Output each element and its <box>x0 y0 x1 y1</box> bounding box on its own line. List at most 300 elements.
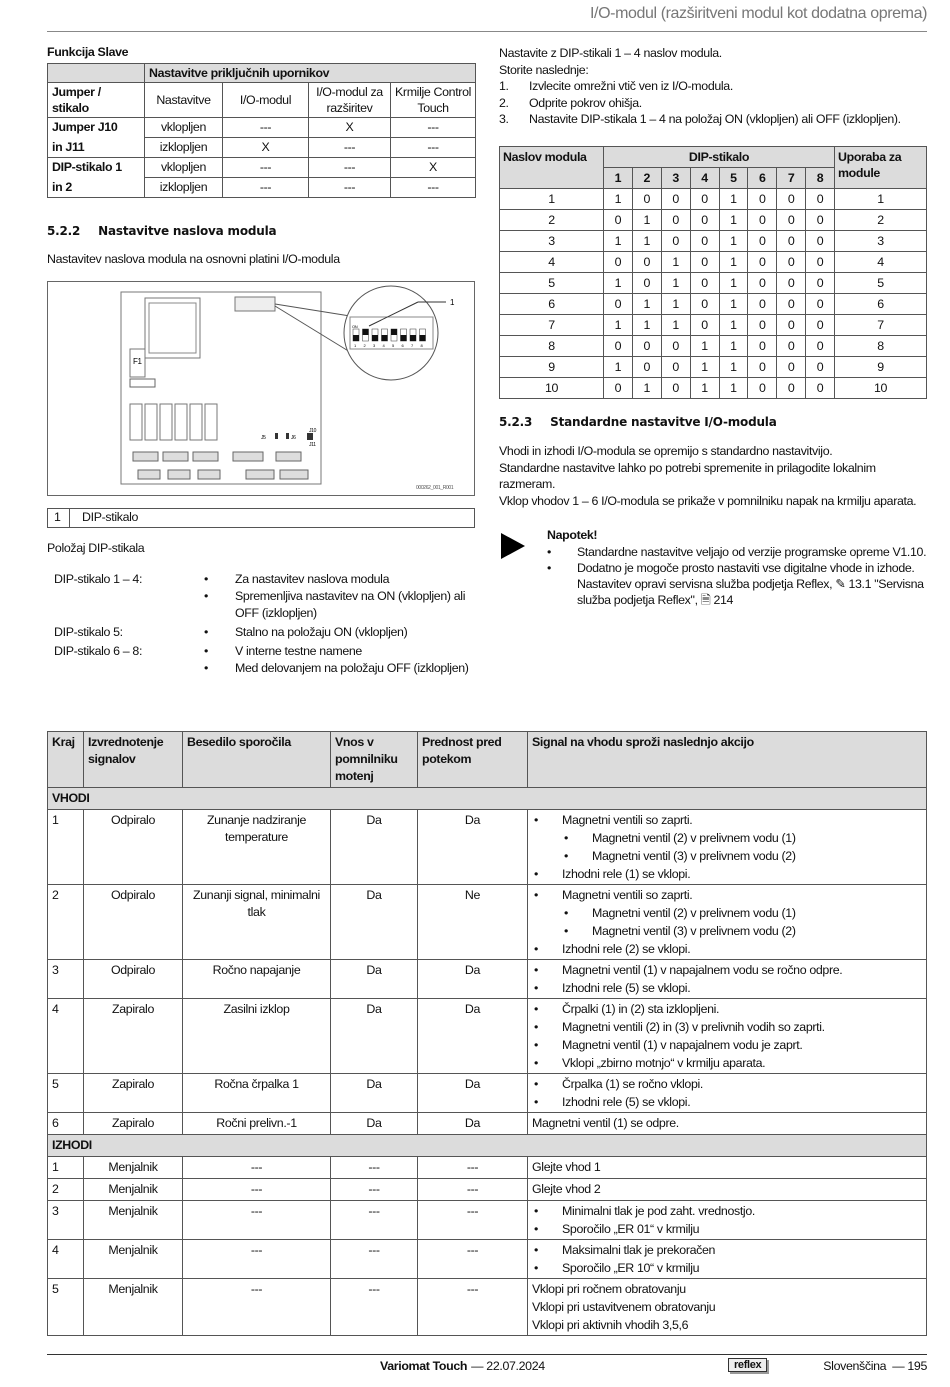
dip-bit-cell: 0 <box>632 252 661 273</box>
dip-bit-cell: 0 <box>777 273 806 294</box>
action-item <box>532 940 922 958</box>
dip-bit-cell: 1 <box>661 315 690 336</box>
bullet: • <box>564 849 568 863</box>
reflex-logo: reflex <box>728 1358 767 1372</box>
eval-cell: Menjalnik <box>84 1279 183 1336</box>
step-text: Odprite pokrov ohišja. <box>529 95 642 110</box>
dip-on-label: ON <box>352 324 358 329</box>
dip-switch-knob <box>401 335 407 341</box>
setting-cell: vklopljen <box>145 118 223 138</box>
action-item <box>532 886 922 904</box>
dip-bit-cell: 0 <box>806 336 835 357</box>
dip-bit-header: 3 <box>661 168 690 189</box>
io-row <box>48 1279 927 1336</box>
action-list <box>532 1000 922 1072</box>
bullet-text: Med delovanjem na položaju OFF (izklopljen) <box>235 661 469 675</box>
dip-row <box>500 252 927 273</box>
eval-cell: Odpiralo <box>84 960 183 999</box>
location-cell: 4 <box>48 1240 84 1279</box>
dip-bit-cell: 1 <box>719 357 748 378</box>
address-cell: 3 <box>500 231 604 252</box>
slave-header-row <box>48 83 476 118</box>
dip-bit-cell: 0 <box>632 336 661 357</box>
switch-label: Jumper J10 <box>48 118 145 138</box>
dip-bit-cell: 0 <box>690 189 719 210</box>
jumper-j5-label: J5 <box>261 435 266 441</box>
note-text: Dodatno je mogoče prosto nastaviti vse digitalne vhode in izhode. Nastavitev opravi servisna služba podjetja Reflex, ✎ 13.1 "Servisna služba podjetja Reflex", 🗎 214 <box>577 560 924 607</box>
action-item <box>532 1018 922 1036</box>
dip-bit-header: 5 <box>719 168 748 189</box>
msg-cell: Ročni prelivn.-1 <box>183 1113 331 1135</box>
address-instructions <box>499 45 929 128</box>
dip-bit-cell: 1 <box>719 273 748 294</box>
action-item <box>532 922 922 940</box>
dip-bit-cell: 0 <box>690 315 719 336</box>
setting-cell: --- <box>391 118 476 138</box>
bullet: • <box>534 1038 538 1052</box>
setting-cell: --- <box>309 178 391 198</box>
dip-bit-cell: 0 <box>806 294 835 315</box>
dip-bit-cell: 0 <box>748 252 777 273</box>
dip-bit-cell: 0 <box>777 378 806 399</box>
address-cell: 10 <box>500 378 604 399</box>
action-item <box>532 1202 922 1220</box>
io-signal-table <box>47 731 927 1336</box>
action-text: Vklopi „zbirno motnjo“ v krmilju aparata. <box>562 1056 766 1070</box>
step-list <box>499 78 929 128</box>
slave-group-header-row <box>48 64 476 83</box>
signal-action-cell <box>528 999 927 1074</box>
action-list <box>532 1114 922 1132</box>
dip-number: 8 <box>420 343 423 348</box>
signal-action-cell <box>528 1157 927 1179</box>
bullet-text: Za nastavitev naslova modula <box>235 572 390 586</box>
bullet-item <box>204 588 474 622</box>
section-5-2-3-heading <box>499 415 777 429</box>
io-row <box>48 1113 927 1135</box>
msg-cell: --- <box>183 1279 331 1336</box>
dip-bit-cell: 1 <box>632 210 661 231</box>
action-text: Glejte vhod 2 <box>532 1182 601 1196</box>
dip-row <box>500 189 927 210</box>
step-number: 3. <box>499 112 509 126</box>
pred-cell: Da <box>418 960 528 999</box>
action-text: Magnetni ventil (3) v prelivnem vodu (2) <box>592 924 796 938</box>
dip-position-label: DIP-stikalo 1 – 4: <box>54 572 143 586</box>
dip-number: 1 <box>354 343 356 348</box>
bullet: • <box>534 1222 538 1236</box>
dip-bit-cell: 0 <box>748 357 777 378</box>
dip-bit-cell: 0 <box>604 378 633 399</box>
dip-bit-cell: 0 <box>806 273 835 294</box>
dip-bit-cell: 0 <box>806 252 835 273</box>
vnos-cell: --- <box>331 1279 418 1336</box>
dip-bit-cell: 0 <box>690 252 719 273</box>
switch-label: DIP-stikalo 1 <box>48 158 145 178</box>
slave-row <box>48 138 476 158</box>
dip-bit-cell: 0 <box>777 294 806 315</box>
bullet-item <box>204 660 474 677</box>
dip-bit-cell: 0 <box>661 357 690 378</box>
action-item <box>532 1280 922 1298</box>
dip-number: 7 <box>411 343 413 348</box>
page-header-title: I/O-modul (razširitveni modul kot dodatna oprema) <box>590 5 927 22</box>
signal-action-cell <box>528 885 927 960</box>
address-cell: 2 <box>500 210 604 231</box>
dip-bit-cell: 0 <box>806 378 835 399</box>
bullet-text: Stalno na položaju ON (vklopljen) <box>235 625 408 639</box>
column-header: Vnos v pomnilniku motenj <box>331 732 418 788</box>
section-5-2-3-text <box>499 443 919 509</box>
dip-switch-knob <box>420 335 426 341</box>
location-cell: 1 <box>48 1157 84 1179</box>
dip-bit-cell: 0 <box>777 315 806 336</box>
step-number: 2. <box>499 95 509 110</box>
slave-row <box>48 178 476 198</box>
msg-cell: Zunanje nadziranje temperature <box>183 810 331 885</box>
dip-bit-cell: 0 <box>661 336 690 357</box>
usage-cell: 4 <box>835 252 927 273</box>
dip-bit-cell: 1 <box>632 378 661 399</box>
note-arrow-icon <box>501 533 525 559</box>
dip-bit-header: 6 <box>748 168 777 189</box>
io-row <box>48 885 927 960</box>
action-text: Sporočilo „ER 10“ v krmilju <box>562 1261 700 1275</box>
address-cell: 8 <box>500 336 604 357</box>
dip-row <box>500 273 927 294</box>
column-header: I/O-modul <box>223 83 309 118</box>
instruction-lead: Storite naslednje: <box>499 62 589 77</box>
section-number: 5.2.3 <box>499 415 533 429</box>
dip-bit-cell: 1 <box>719 252 748 273</box>
bullet-text: Spremenljiva nastavitev na ON (vklopljen) ali OFF (izklopljen) <box>235 589 466 620</box>
action-list <box>532 1202 922 1238</box>
jumper-j10-label: J10 <box>309 428 317 434</box>
action-text: Magnetni ventili so zaprti. <box>562 888 693 902</box>
dip-table-wrap <box>499 146 927 399</box>
dip-bit-cell: 1 <box>719 294 748 315</box>
dip-bit-cell: 1 <box>719 189 748 210</box>
action-text: Magnetni ventili (2) in (3) v prelivnih vodih so zaprti. <box>562 1020 825 1034</box>
dip-bit-cell: 0 <box>690 210 719 231</box>
section-title: VHODI <box>48 788 927 810</box>
dip-bit-cell: 0 <box>777 231 806 252</box>
action-text: Magnetni ventil (2) v prelivnem vodu (1) <box>592 906 796 920</box>
io-row <box>48 1240 927 1279</box>
address-cell: 6 <box>500 294 604 315</box>
slave-title: Funkcija Slave <box>47 45 129 59</box>
action-text: Magnetni ventil (1) v napajalnem vodu je zaprt. <box>562 1038 803 1052</box>
dip-bit-cell: 0 <box>632 273 661 294</box>
io-row <box>48 999 927 1074</box>
dip-bit-cell: 0 <box>777 336 806 357</box>
dip-bit-cell: 0 <box>777 210 806 231</box>
bullet: • <box>534 1261 538 1275</box>
dip-row <box>500 210 927 231</box>
dip-switch-knob <box>372 335 378 341</box>
dip-position-title: Položaj DIP-stikala <box>47 541 145 555</box>
section-5-2-2-intro: Nastavitev naslova modula na osnovni platini I/O-modula <box>47 252 340 266</box>
section-title: Nastavitve naslova modula <box>98 224 277 238</box>
msg-cell: Zunanji signal, minimalni tlak <box>183 885 331 960</box>
empty-cell <box>48 64 145 83</box>
step-text: Izvlecite omrežni vtič ven iz I/O-modula. <box>529 79 733 93</box>
dip-number: 3 <box>373 343 375 348</box>
msg-cell: Ročno napajanje <box>183 960 331 999</box>
dip-bit-cell: 0 <box>748 378 777 399</box>
dip-row <box>500 294 927 315</box>
dip-bit-header: 8 <box>806 168 835 189</box>
action-list <box>532 811 922 883</box>
legend-text: DIP-stikalo <box>82 510 139 524</box>
action-item <box>532 1241 922 1259</box>
bullet: • <box>564 906 568 920</box>
eval-cell: Odpiralo <box>84 810 183 885</box>
io-row <box>48 1157 927 1179</box>
bullet: • <box>534 1056 538 1070</box>
step-item <box>499 78 929 95</box>
slave-row <box>48 158 476 178</box>
dip-number: 5 <box>392 343 394 348</box>
step-item <box>499 95 929 112</box>
column-header: Nastavitve <box>145 83 223 118</box>
bullet: • <box>564 924 568 938</box>
dip-bit-cell: 0 <box>661 189 690 210</box>
dip-switch-knob <box>353 335 359 341</box>
action-list <box>532 1158 922 1176</box>
dip-bit-cell: 0 <box>806 210 835 231</box>
switch-label: in J11 <box>48 138 145 158</box>
location-cell: 2 <box>48 1179 84 1201</box>
msg-cell: Zasilni izklop <box>183 999 331 1074</box>
dip-bit-cell: 0 <box>748 315 777 336</box>
footer-divider <box>47 1354 927 1355</box>
page-number: — 195 <box>892 1359 927 1373</box>
dip-bit-cell: 0 <box>748 336 777 357</box>
address-cell: 5 <box>500 273 604 294</box>
address-cell: 1 <box>500 189 604 210</box>
action-item <box>532 1259 922 1277</box>
action-text: Glejte vhod 1 <box>532 1160 601 1174</box>
vnos-cell: Da <box>331 1113 418 1135</box>
io-row <box>48 960 927 999</box>
action-text: Minimalni tlak je pod zaht. vrednostjo. <box>562 1204 755 1218</box>
eval-cell: Zapiralo <box>84 999 183 1074</box>
action-list <box>532 1180 922 1198</box>
section-5-2-2-heading <box>47 224 276 238</box>
step-item <box>499 111 929 128</box>
eval-cell: Menjalnik <box>84 1240 183 1279</box>
action-list <box>532 961 922 997</box>
msg-cell: --- <box>183 1179 331 1201</box>
dip-bit-cell: 1 <box>719 231 748 252</box>
section-row <box>48 1135 927 1157</box>
dip-bit-cell: 1 <box>690 378 719 399</box>
dip-bit-cell: 0 <box>806 357 835 378</box>
column-header: Prednost pred potekom <box>418 732 528 788</box>
action-item <box>532 1114 922 1132</box>
column-header: Izvrednotenje signalov <box>84 732 183 788</box>
action-list <box>532 1241 922 1277</box>
location-cell: 3 <box>48 960 84 999</box>
step-text: Nastavite DIP-stikala 1 – 4 na položaj ON (vklopljen) ali OFF (izklopljen). <box>529 112 901 126</box>
dip-bit-cell: 0 <box>748 189 777 210</box>
action-text: Magnetni ventil (1) v napajalnem vodu se ročno odpre. <box>562 963 843 977</box>
pred-cell: Ne <box>418 885 528 960</box>
dip-bit-cell: 0 <box>661 231 690 252</box>
board-diagram <box>48 282 474 495</box>
vnos-cell: Da <box>331 885 418 960</box>
dip-number: 2 <box>363 343 366 348</box>
paragraph: Vhodi in izhodi I/O-modula se opremijo s standardno nastavitvijo. <box>499 444 833 458</box>
footer-language: Slovenščina <box>823 1359 887 1373</box>
dip-row <box>500 336 927 357</box>
action-text: Izhodni rele (5) se vklopi. <box>562 981 691 995</box>
switch-label: in 2 <box>48 178 145 198</box>
location-cell: 2 <box>48 885 84 960</box>
action-text: Izhodni rele (2) se vklopi. <box>562 942 691 956</box>
location-cell: 3 <box>48 1201 84 1240</box>
usage-cell: 2 <box>835 210 927 231</box>
action-item <box>532 865 922 883</box>
dip-bit-cell: 0 <box>632 189 661 210</box>
bullet: • <box>534 963 538 977</box>
eval-cell: Zapiralo <box>84 1074 183 1113</box>
io-row <box>48 810 927 885</box>
dip-header: DIP-stikalo <box>604 147 835 168</box>
step-number: 1. <box>499 79 509 93</box>
dip-row <box>500 315 927 336</box>
dip-bit-cell: 0 <box>690 231 719 252</box>
dip-header-row <box>500 147 927 168</box>
action-text: Magnetni ventil (2) v prelivnem vodu (1) <box>592 831 796 845</box>
eval-cell: Menjalnik <box>84 1179 183 1201</box>
address-header: Naslov modula <box>500 147 604 189</box>
group-header: Nastavitve priključnih upornikov <box>145 64 476 83</box>
setting-cell: X <box>391 158 476 178</box>
dip-bit-cell: 0 <box>690 294 719 315</box>
bullet: • <box>534 1020 538 1034</box>
dip-bit-cell: 1 <box>661 252 690 273</box>
dip-bit-cell: 0 <box>748 210 777 231</box>
dip-bit-header: 4 <box>690 168 719 189</box>
dip-position-list <box>54 571 474 679</box>
dip-row <box>500 357 927 378</box>
location-cell: 1 <box>48 810 84 885</box>
action-text: Vklopi pri ročnem obratovanju <box>532 1282 686 1296</box>
eval-cell: Menjalnik <box>84 1157 183 1179</box>
signal-action-cell <box>528 1201 927 1240</box>
bullet: • <box>204 572 208 586</box>
dip-position-items <box>204 571 474 622</box>
dip-bit-cell: 1 <box>604 189 633 210</box>
note-item <box>547 544 927 560</box>
action-text: Sporočilo „ER 01“ v krmilju <box>562 1222 700 1236</box>
msg-cell: --- <box>183 1157 331 1179</box>
vnos-cell: --- <box>331 1201 418 1240</box>
action-text: Izhodni rele (1) se vklopi. <box>562 867 691 881</box>
note-box <box>547 527 927 608</box>
signal-action-cell <box>528 960 927 999</box>
action-item <box>532 1075 922 1093</box>
action-item <box>532 961 922 979</box>
signal-action-cell <box>528 1113 927 1135</box>
slave-row <box>48 118 476 138</box>
msg-cell: --- <box>183 1201 331 1240</box>
dip-number: 4 <box>382 343 385 348</box>
action-item <box>532 847 922 865</box>
eval-cell: Zapiralo <box>84 1113 183 1135</box>
dip-position-entry <box>54 643 474 677</box>
dip-bit-cell: 1 <box>661 294 690 315</box>
vnos-cell: Da <box>331 999 418 1074</box>
dip-position-entry <box>54 624 474 641</box>
setting-cell: --- <box>309 138 391 158</box>
bullet: • <box>534 1077 538 1091</box>
bullet: • <box>534 867 538 881</box>
slave-table-wrap <box>47 63 475 198</box>
dip-bit-cell: 1 <box>632 315 661 336</box>
column-header: I/O-modul za razširitev <box>309 83 391 118</box>
io-row <box>48 1201 927 1240</box>
vnos-cell: Da <box>331 1074 418 1113</box>
bullet: • <box>534 1095 538 1109</box>
section-row <box>48 788 927 810</box>
section-title: IZHODI <box>48 1135 927 1157</box>
pred-cell: --- <box>418 1201 528 1240</box>
action-text: Magnetni ventil (3) v prelivnem vodu (2) <box>592 849 796 863</box>
vnos-cell: Da <box>331 810 418 885</box>
dip-position-label: DIP-stikalo 5: <box>54 625 123 639</box>
setting-cell: --- <box>391 138 476 158</box>
usage-cell: 5 <box>835 273 927 294</box>
bullet-item <box>204 571 474 588</box>
eval-cell: Odpiralo <box>84 885 183 960</box>
dip-bit-header: 7 <box>777 168 806 189</box>
location-cell: 5 <box>48 1074 84 1113</box>
header-divider <box>47 31 927 32</box>
column-header: Signal na vhodu sproži naslednjo akcijo <box>528 732 927 788</box>
note-item <box>547 560 927 608</box>
pred-cell: --- <box>418 1157 528 1179</box>
usage-cell: 8 <box>835 336 927 357</box>
column-header: Kraj <box>48 732 84 788</box>
setting-cell: izklopljen <box>145 178 223 198</box>
action-item <box>532 979 922 997</box>
action-text: Magnetni ventili so zaprti. <box>562 813 693 827</box>
action-item <box>532 829 922 847</box>
dip-bit-cell: 1 <box>719 315 748 336</box>
bullet: • <box>204 661 208 675</box>
dip-bit-cell: 0 <box>661 378 690 399</box>
dip-bit-cell: 1 <box>604 357 633 378</box>
legend-number: 1 <box>48 509 70 527</box>
address-cell: 4 <box>500 252 604 273</box>
footer-date: — 22.07.2024 <box>471 1359 545 1373</box>
usage-cell: 10 <box>835 378 927 399</box>
bullet: • <box>534 981 538 995</box>
pred-cell: Da <box>418 1113 528 1135</box>
dip-bit-cell: 0 <box>806 315 835 336</box>
location-cell: 6 <box>48 1113 84 1135</box>
dip-switch-knob <box>382 335 388 341</box>
action-text: Črpalki (1) in (2) sta izklopljeni. <box>562 1002 720 1016</box>
dip-switch-knob <box>410 335 416 341</box>
dip-bit-cell: 1 <box>719 210 748 231</box>
figure-id: 000262_001_R001 <box>416 485 454 491</box>
io-row <box>48 1179 927 1201</box>
setting-cell: X <box>309 118 391 138</box>
